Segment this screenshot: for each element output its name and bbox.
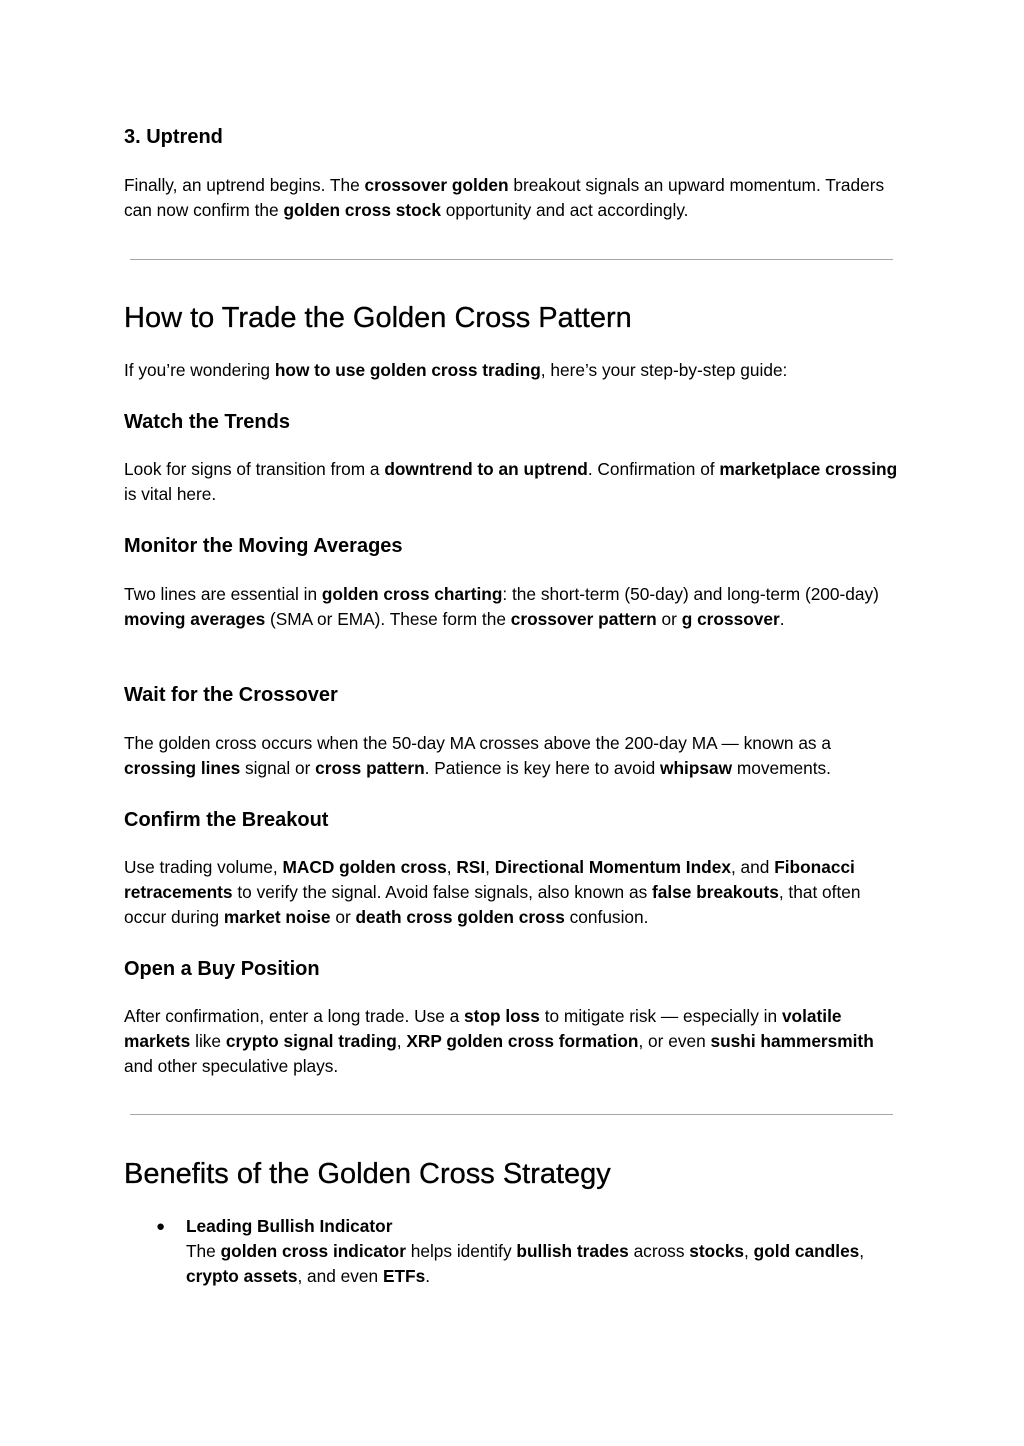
text-run: confusion. <box>564 907 649 927</box>
heading-wait-crossover: Wait for the Crossover <box>124 684 338 706</box>
text-run: . Confirmation of <box>587 459 720 479</box>
text-run: (SMA or EMA). These form the <box>265 609 511 629</box>
heading-benefits: Benefits of the Golden Cross Strategy <box>124 1158 611 1190</box>
text-run: , <box>859 1241 865 1261</box>
text-run: If you’re wondering <box>124 360 275 380</box>
bold-term: golden cross charting <box>321 584 503 604</box>
heading-monitor-averages: Monitor the Moving Averages <box>124 535 403 557</box>
bold-term: crossover golden <box>364 175 509 195</box>
paragraph-monitor-averages <box>124 582 904 632</box>
bold-term: whipsaw <box>660 758 733 778</box>
bold-term: market noise <box>223 907 331 927</box>
benefits-list <box>124 1214 904 1289</box>
bold-term: stocks <box>689 1241 745 1261</box>
paragraph-open-buy <box>124 1004 904 1079</box>
heading-watch-trends: Watch the Trends <box>124 411 290 433</box>
text-run: like <box>190 1031 226 1051</box>
text-run: The golden cross occurs when the 50-day MA crosses above the 200-day MA — known as a <box>124 733 831 753</box>
text-run: movements. <box>732 758 831 778</box>
heading-open-buy: Open a Buy Position <box>124 958 320 980</box>
text-run: . Patience is key here to avoid <box>424 758 661 778</box>
bold-term: false breakouts <box>652 882 779 902</box>
bold-term: g crossover <box>681 609 780 629</box>
bold-term: cross pattern <box>315 758 425 778</box>
paragraph-wait-crossover <box>124 731 904 781</box>
text-run: helps identify <box>405 1241 517 1261</box>
text-run: . <box>425 1266 431 1286</box>
text-run: , and <box>730 857 775 877</box>
text-run: . <box>779 609 785 629</box>
bold-term: crossover pattern <box>510 609 657 629</box>
paragraph-watch-trends <box>124 457 904 507</box>
bold-term: stop loss <box>464 1006 540 1026</box>
text-run: , here’s your step-by-step guide: <box>540 360 788 380</box>
text-run: , that often occur during <box>124 882 861 927</box>
bold-term: golden cross stock <box>283 200 441 220</box>
heading-uptrend: 3. Uptrend <box>124 126 223 148</box>
text-run: , <box>744 1241 754 1261</box>
bullet-paragraph <box>186 1241 864 1286</box>
bold-term: crypto assets <box>186 1266 298 1286</box>
heading-confirm-breakout: Confirm the Breakout <box>124 809 329 831</box>
text-run: or <box>656 609 682 629</box>
bold-term: how to use golden cross trading <box>274 360 541 380</box>
bold-term: volatile markets <box>124 1006 842 1051</box>
text-run: , <box>485 857 495 877</box>
paragraph-uptrend <box>124 173 904 223</box>
bold-term: downtrend to an uptrend <box>384 459 588 479</box>
bold-term: Directional Momentum Index <box>494 857 731 877</box>
text-run: , or even <box>638 1031 711 1051</box>
text-run: and other speculative plays. <box>124 1056 339 1076</box>
heading-how-to-trade: How to Trade the Golden Cross Pattern <box>124 302 632 334</box>
list-item <box>124 1214 904 1289</box>
bold-term: gold candles <box>753 1241 860 1261</box>
text-run: Two lines are essential in <box>124 584 322 604</box>
text-run: to verify the signal. Avoid false signals, also known as <box>232 882 653 902</box>
bold-term: golden cross indicator <box>220 1241 406 1261</box>
bold-term: MACD golden cross <box>282 857 447 877</box>
text-run: , <box>396 1031 407 1051</box>
text-run: Finally, an uptrend begins. The <box>124 175 365 195</box>
text-run: Use trading volume, <box>124 857 283 877</box>
text-run: breakout signals an upward momentum. Traders can now confirm the <box>124 175 885 220</box>
text-run: , and even <box>297 1266 383 1286</box>
horizontal-divider <box>130 259 893 260</box>
paragraph-confirm-breakout <box>124 855 904 930</box>
bullet-icon: ● <box>156 1218 166 1235</box>
bold-term: death cross golden cross <box>355 907 565 927</box>
text-run: : the short-term (50-day) and long-term (200-day) <box>502 584 879 604</box>
bold-term: marketplace crossing <box>719 459 898 479</box>
text-run: , <box>446 857 457 877</box>
text-run: or <box>330 907 356 927</box>
bold-term: Fibonacci retracements <box>124 857 855 902</box>
bold-term: crossing lines <box>124 758 241 778</box>
bold-term: crypto signal trading <box>225 1031 397 1051</box>
text-run: signal or <box>240 758 316 778</box>
bold-term: moving averages <box>124 609 266 629</box>
text-run: is vital here. <box>124 484 217 504</box>
text-run: The <box>186 1241 221 1261</box>
bold-term: sushi hammersmith <box>710 1031 874 1051</box>
bold-term: ETFs <box>382 1266 426 1286</box>
text-run: across <box>628 1241 690 1261</box>
paragraph-intro <box>124 358 904 383</box>
bold-term: bullish trades <box>516 1241 629 1261</box>
horizontal-divider <box>130 1114 893 1115</box>
text-run: Look for signs of transition from a <box>124 459 385 479</box>
text-run: opportunity and act accordingly. <box>440 200 689 220</box>
bold-term: XRP golden cross formation <box>406 1031 639 1051</box>
text-run: After confirmation, enter a long trade. Use a <box>124 1006 465 1026</box>
text-run: to mitigate risk — especially in <box>539 1006 782 1026</box>
bold-term: RSI <box>456 857 486 877</box>
bullet-title: Leading Bullish Indicator <box>186 1216 393 1236</box>
